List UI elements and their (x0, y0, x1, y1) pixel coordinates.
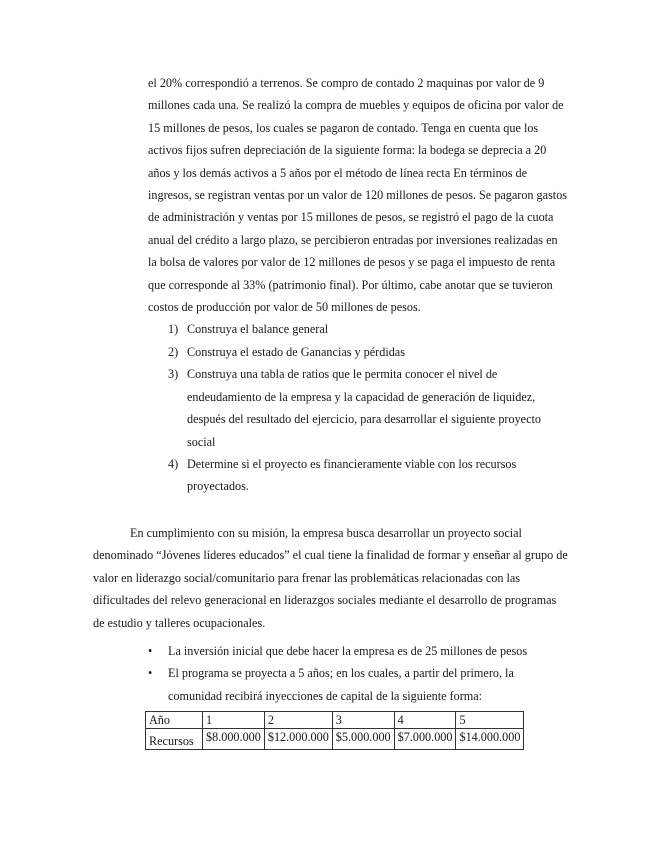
task-text: Determine si el proyecto es financieramente viable con los recursos proyectados. (187, 456, 517, 494)
table-cell: 1 (203, 712, 265, 729)
task-item (148, 318, 568, 340)
bullet-item (148, 662, 568, 707)
table-cell: 2 (264, 712, 332, 729)
table-cell: $7.000.000 (394, 729, 456, 750)
paragraph-case-description: el 20% correspondió a terrenos. Se compro de contado 2 maquinas por valor de 9 millones cada una. Se realizó la compra de muebles y equipos de oficina por valor de 15 millones de pesos, los cuales se pagaron de contado. Tenga en cuenta que los activos fijos sufren depreciación de la siguiente forma: la bodega se deprecia a 20 años y los demás activos a 5 años por el método de línea recta En términos de ingresos, se registran ventas por un valor de 120 millones de pesos. Se pagaron gastos de administración y ventas por 15 millones de pesos, se registró el pago de la cuota anual del crédito a largo plazo, se percibieron entradas por inversiones realizadas en la bolsa de valores por valor de 12 millones de pesos y se paga el impuesto de renta que corresponde al 33% (patrimonio final). Por último, cabe anotar que se tuvieron costos de producción por valor de 50 millones de pesos. (148, 76, 568, 315)
task-item (148, 453, 568, 498)
task-text: Construya el balance general (187, 322, 329, 337)
intro-block (148, 72, 568, 498)
table-cell: $8.000.000 (203, 729, 265, 750)
bullet-icon: • (148, 666, 153, 681)
bullet-item (148, 640, 568, 662)
paragraph-social-project: En cumplimiento con su misión, la empresa busca desarrollar un proyecto social denominado “Jóvenes líderes educados” el cual tiene la finalidad de formar y enseñar al grupo de valor en liderazgo social/comunitario para frenar las problemáticas relacionadas con las dificultades del relevo generacional en liderazgos sociales mediante el desarrollo de programas de estudio y talleres ocupacionales. (93, 526, 568, 630)
bullet-list (148, 640, 568, 707)
table-cell: Recursos (146, 729, 203, 750)
bullet-icon: • (148, 644, 153, 658)
table-cell: 3 (332, 712, 394, 729)
bullet-text: El programa se proyecta a 5 años; en los cuales, a partir del primero, la comunidad recibirá inyecciones de capital de la siguiente forma: (168, 666, 514, 703)
table-row (146, 729, 524, 750)
table-header-row (146, 712, 524, 729)
bullet-text: La inversión inicial que debe hacer la empresa es de 25 millones de pesos (168, 644, 528, 658)
table-cell: $14.000.000 (456, 729, 524, 750)
table-cell: $12.000.000 (264, 729, 332, 750)
resources-table (145, 711, 524, 750)
task-text: Construya el estado de Ganancias y pérdidas (187, 344, 405, 359)
task-number: 2) (168, 344, 179, 359)
task-number: 3) (168, 367, 179, 382)
table-cell: Año (146, 712, 203, 729)
task-list (148, 318, 568, 497)
table-cell: 5 (456, 712, 524, 729)
task-number: 4) (168, 456, 179, 471)
table-cell: 4 (394, 712, 456, 729)
task-item (148, 363, 568, 453)
task-number: 1) (168, 322, 179, 337)
task-text: Construya una tabla de ratios que le permita conocer el nivel de endeudamiento de la empresa y la capacidad de generación de liquidez, después del resultado del ejercicio, para desarrollar el siguiente proyecto social (187, 367, 541, 449)
task-item (148, 341, 568, 363)
table-cell: $5.000.000 (332, 729, 394, 750)
